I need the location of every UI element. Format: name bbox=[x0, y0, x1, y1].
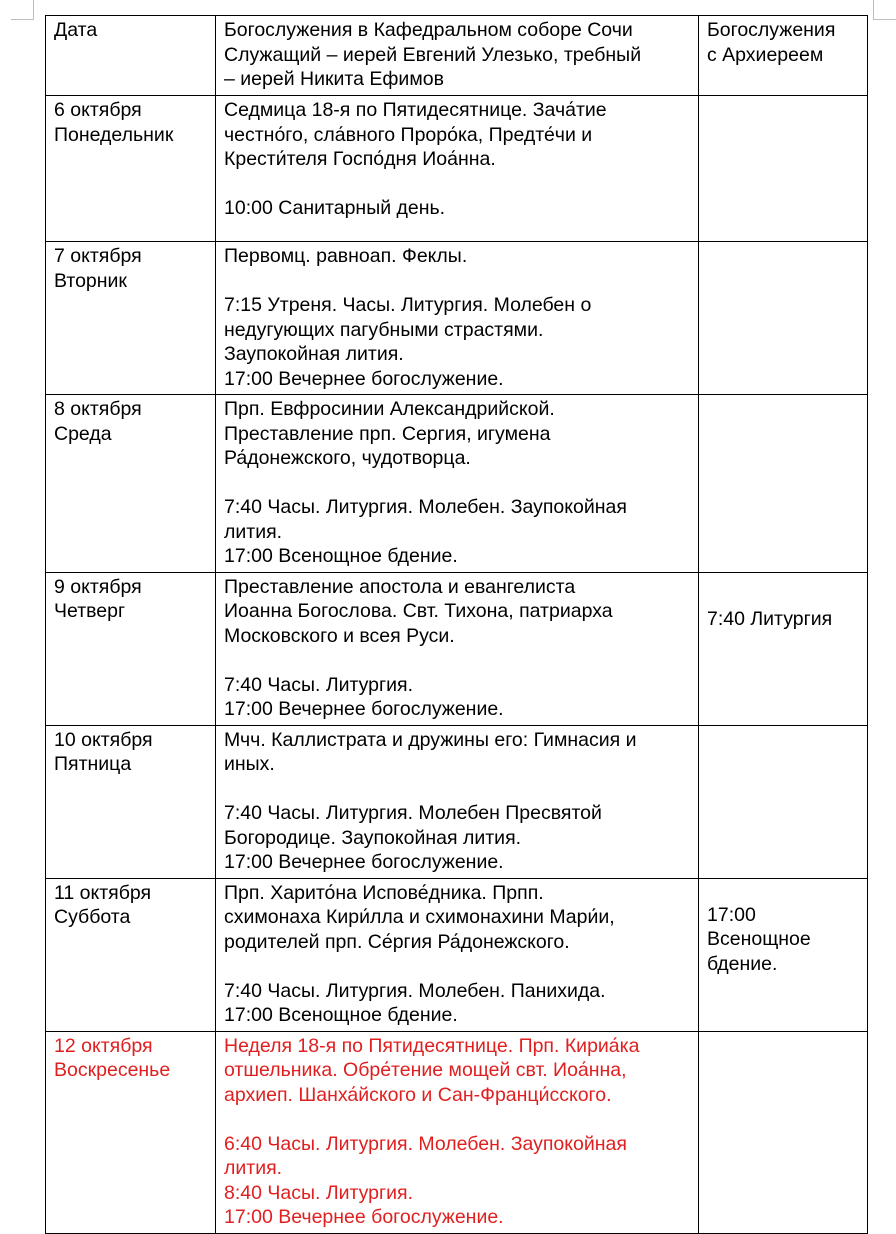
table-row bbox=[46, 725, 868, 878]
page-corner-mark-right bbox=[873, 0, 874, 20]
bishop-service-line: бдение. bbox=[707, 952, 778, 975]
bishop-service-line: 17:00 bbox=[707, 903, 756, 926]
date-cell bbox=[46, 96, 216, 242]
bishop-cell bbox=[699, 96, 868, 242]
table-row bbox=[46, 242, 868, 395]
service-line: 17:00 Вечернее богослужение. bbox=[224, 367, 504, 390]
table-header-row bbox=[46, 16, 868, 96]
commemoration-line: Московского и всея Руси. bbox=[224, 624, 455, 647]
date-cell bbox=[46, 1031, 216, 1233]
table-row-sunday bbox=[46, 1031, 868, 1233]
bishop-cell bbox=[699, 242, 868, 395]
service-line: лития. bbox=[224, 520, 283, 543]
commemoration-line: архиеп. Шанха́йского и Сан-Франци́сского. bbox=[224, 1083, 612, 1106]
commemoration-line: отшельника. Обре́тение мощей свт. Иоа́нна, bbox=[224, 1059, 627, 1081]
commemoration-line: Преставление прп. Сергия, игумена bbox=[224, 422, 551, 445]
row-date: 11 октября bbox=[54, 881, 152, 904]
service-line: 17:00 Вечернее богослужение. bbox=[224, 698, 504, 720]
service-line: 7:15 Утреня. Часы. Литургия. Молебен о bbox=[224, 294, 592, 316]
commemoration-line: Прп. Харито́на Испове́дника. Прпп. bbox=[224, 881, 544, 904]
row-weekday: Понедельник bbox=[54, 123, 174, 146]
row-date: 12 октября bbox=[54, 1034, 153, 1057]
service-line: 7:40 Часы. Литургия. bbox=[224, 673, 414, 696]
header-cathedral-sub2: – иерей Никита Ефимов bbox=[224, 68, 444, 90]
row-weekday: Воскресенье bbox=[54, 1059, 171, 1081]
commemoration-line: Неделя 18-я по Пятидесятнице. Прп. Кириа́ка bbox=[224, 1034, 640, 1057]
service-line: 7:40 Часы. Литургия. Молебен Пресвятой bbox=[224, 802, 602, 824]
row-date: 8 октября bbox=[54, 398, 142, 420]
header-bishop bbox=[699, 16, 868, 96]
row-date: 7 октября bbox=[54, 245, 142, 267]
row-weekday: Среда bbox=[54, 422, 112, 445]
commemoration-line: Иоанна Богослова. Свт. Тихона, патриарха bbox=[224, 600, 613, 622]
commemoration-line: Первомц. равноап. Феклы. bbox=[224, 245, 468, 267]
commemoration-line: Преставление апостола и евангелиста bbox=[224, 575, 576, 598]
table-row bbox=[46, 395, 868, 573]
header-bishop-line1: Богослужения bbox=[707, 19, 836, 41]
row-date: 10 октября bbox=[54, 728, 153, 751]
service-line: недугующих пагубными страстями. bbox=[224, 318, 544, 341]
header-cathedral-title: Богослужения в Кафедральном соборе Сочи bbox=[224, 19, 633, 41]
commemoration-line: схимонаха Кири́лла и схимонахини Мари́и, bbox=[224, 906, 615, 928]
bishop-cell bbox=[699, 1031, 868, 1233]
cathedral-cell bbox=[216, 96, 699, 242]
date-cell bbox=[46, 725, 216, 878]
date-cell bbox=[46, 572, 216, 725]
row-weekday: Пятница bbox=[54, 753, 132, 775]
page-corner-mark-left bbox=[33, 0, 34, 20]
service-line: 7:40 Часы. Литургия. Молебен. Заупокойная bbox=[224, 496, 627, 518]
row-date: 9 октября bbox=[54, 575, 142, 598]
cathedral-cell bbox=[216, 1031, 699, 1233]
commemoration-line: Крести́теля Госпо́дня Иоа́нна. bbox=[224, 148, 496, 170]
header-cathedral bbox=[216, 16, 699, 96]
schedule-table bbox=[45, 15, 868, 1234]
service-line: 7:40 Часы. Литургия. Молебен. Панихида. bbox=[224, 979, 606, 1002]
commemoration-line: иных. bbox=[224, 753, 275, 775]
service-line: 8:40 Часы. Литургия. bbox=[224, 1181, 414, 1204]
cathedral-cell bbox=[216, 242, 699, 395]
row-weekday: Четверг bbox=[54, 600, 126, 622]
cathedral-cell bbox=[216, 572, 699, 725]
row-weekday: Вторник bbox=[54, 269, 127, 292]
cathedral-cell bbox=[216, 878, 699, 1031]
date-cell bbox=[46, 878, 216, 1031]
row-weekday: Суббота bbox=[54, 906, 131, 928]
commemoration-line: Прп. Евфросинии Александрийской. bbox=[224, 398, 555, 420]
bishop-service-line: Всенощное bbox=[707, 928, 811, 950]
table-row bbox=[46, 96, 868, 242]
table-row bbox=[46, 878, 868, 1031]
bishop-cell bbox=[699, 572, 868, 725]
header-date: Дата bbox=[46, 16, 216, 96]
service-line: лития. bbox=[224, 1157, 283, 1179]
bishop-service: 7:40 Литургия bbox=[707, 607, 833, 630]
cathedral-cell bbox=[216, 725, 699, 878]
row-date: 6 октября bbox=[54, 99, 142, 121]
service-line: 17:00 Вечернее богослужение. bbox=[224, 851, 504, 873]
service-line: 10:00 Санитарный день. bbox=[224, 197, 446, 219]
service-line: 17:00 Вечернее богослужение. bbox=[224, 1206, 504, 1228]
date-cell bbox=[46, 242, 216, 395]
commemoration-line: Ра́донежского, чудотворца. bbox=[224, 447, 471, 469]
service-line: Богородице. Заупокойная лития. bbox=[224, 826, 522, 849]
cathedral-cell bbox=[216, 395, 699, 573]
service-line: 17:00 Всенощное бдение. bbox=[224, 545, 458, 567]
bishop-cell bbox=[699, 395, 868, 573]
date-cell bbox=[46, 395, 216, 573]
table-row bbox=[46, 572, 868, 725]
header-cathedral-sub1: Служащий – иерей Евгений Улезько, требный bbox=[224, 43, 642, 66]
commemoration-line: Седмица 18-я по Пятидесятнице. Зача́тие bbox=[224, 99, 607, 121]
service-line: 17:00 Всенощное бдение. bbox=[224, 1004, 458, 1026]
service-line: 6:40 Часы. Литургия. Молебен. Заупокойная bbox=[224, 1132, 627, 1155]
service-line: Заупокойная лития. bbox=[224, 343, 404, 365]
commemoration-line: Мчч. Каллистрата и дружины его: Гимнасия и bbox=[224, 728, 637, 751]
bishop-cell bbox=[699, 878, 868, 1031]
header-bishop-line2: с Архиереем bbox=[707, 43, 824, 66]
bishop-cell bbox=[699, 725, 868, 878]
commemoration-line: родителей прп. Се́ргия Ра́донежского. bbox=[224, 930, 570, 953]
commemoration-line: честно́го, сла́вного Проро́ка, Предте́чи и bbox=[224, 123, 593, 146]
